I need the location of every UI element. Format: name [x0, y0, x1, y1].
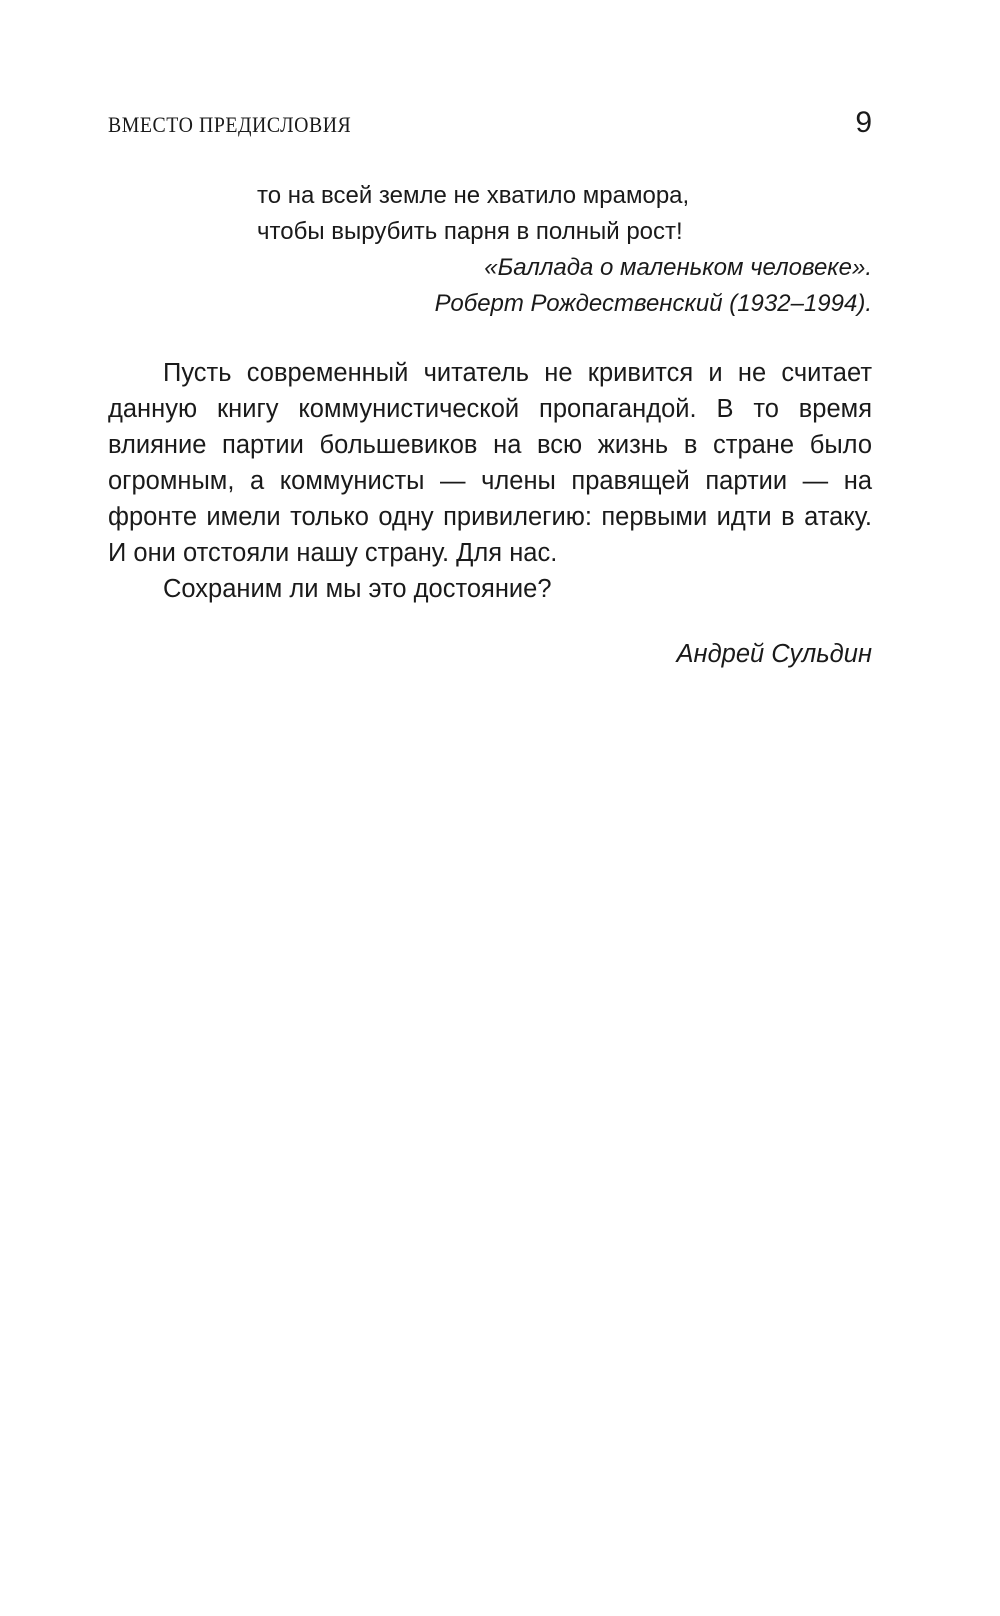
author-signature: Андрей Сульдин	[676, 640, 872, 668]
paragraph: Сохраним ли мы это достояние?	[163, 575, 552, 603]
page-number: 9	[855, 106, 872, 139]
body-text	[108, 355, 872, 607]
running-head: ВМЕСТО ПРЕДИСЛОВИЯ	[108, 112, 352, 137]
verse-epigraph	[257, 178, 872, 322]
paragraph: Пусть современный читатель не кривится и не считает данную книгу коммунистической пропагандой. В то время влияние партии большевиков на всю жизнь в стране было огромным, а коммунисты — члены правящей партии — на фронте имели только одну привилегию: первыми идти в атаку. И они отстояли нашу страну. Для нас.	[108, 359, 872, 567]
verse-line: чтобы вырубить парня в полный рост!	[257, 218, 683, 245]
verse-source-title: «Баллада о маленьком человеке».	[484, 254, 872, 281]
verse-line: то на всей земле не хватило мрамора,	[257, 182, 690, 209]
verse-source-author: Роберт Рождественский (1932–1994).	[434, 290, 872, 317]
